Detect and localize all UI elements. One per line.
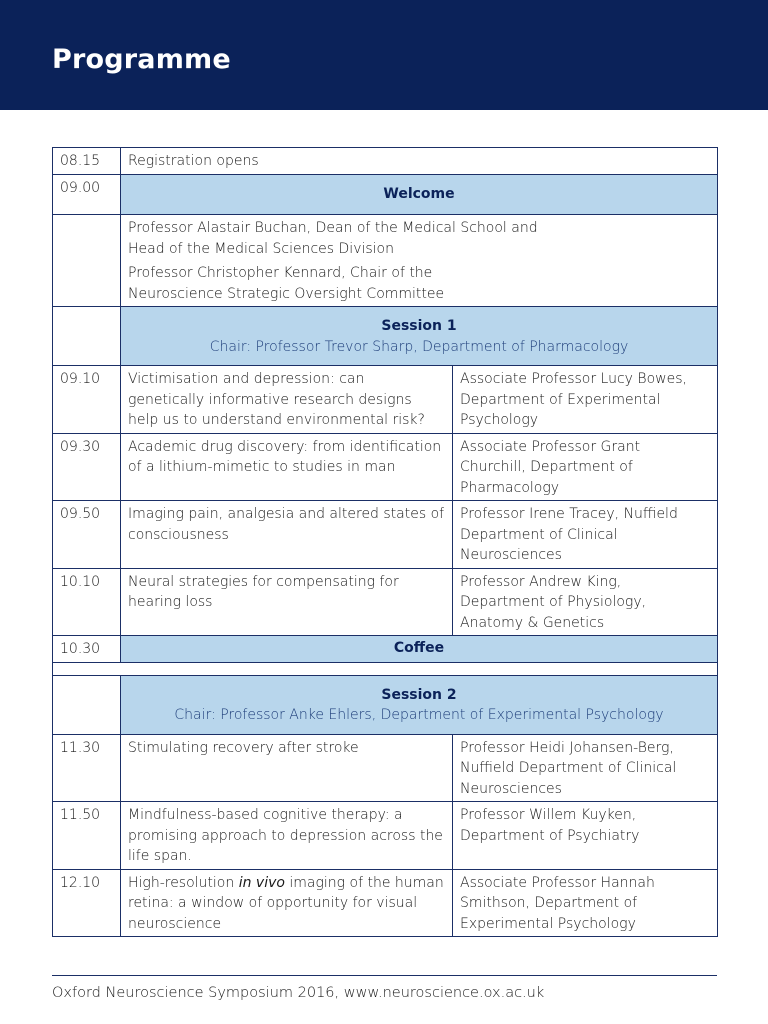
time-cell — [53, 307, 121, 366]
talk-title: Imaging pain, analgesia and altered states of consciousness — [121, 501, 453, 569]
talk-speaker: Associate Professor Grant Churchill, Department of Pharmacology — [453, 433, 718, 501]
welcome-speakers — [121, 215, 718, 307]
session-2-title: Session 2 — [381, 686, 457, 703]
time-cell: 09.30 — [53, 433, 121, 501]
time-cell: 11.30 — [53, 734, 121, 802]
time-cell — [53, 675, 121, 734]
welcome-band — [121, 174, 718, 215]
session-2-chair: Chair: Professor Anke Ehlers, Department of Experimental Psychology — [174, 707, 664, 723]
registration-label: Registration opens — [121, 148, 718, 175]
time-cell: 09.00 — [53, 174, 121, 215]
time-cell: 10.10 — [53, 568, 121, 636]
welcome-speaker: Professor Alastair Buchan, Dean of the Medical School and Head of the Medical Sciences Division — [128, 220, 538, 257]
session-1-title: Session 1 — [381, 318, 457, 334]
programme-table — [52, 147, 718, 937]
talk-speaker: Professor Irene Tracey, Nuffield Department of Clinical Neurosciences — [453, 501, 718, 569]
talk-speaker: Associate Professor Lucy Bowes, Department of Experimental Psychology — [453, 366, 718, 434]
table-row — [53, 675, 718, 734]
talk-title: Mindfulness-based cognitive therapy: a promising approach to depression across the life span. — [121, 802, 453, 870]
welcome-heading: Welcome — [383, 185, 455, 202]
footer-text: Oxford Neuroscience Symposium 2016, www.neuroscience.ox.ac.uk — [52, 985, 545, 1001]
time-cell — [53, 215, 121, 307]
time-cell: 10.30 — [53, 636, 121, 663]
time-cell: 08.15 — [53, 148, 121, 175]
talk-title-part: imaging of the human retina: a window of opportunity for visual neuroscience — [128, 874, 444, 932]
talk-title: Academic drug discovery: from identification of a lithium-mimetic to studies in man — [121, 433, 453, 501]
talk-title: Neural strategies for compensating for hearing loss — [121, 568, 453, 636]
header-banner — [0, 0, 768, 110]
table-row — [53, 366, 718, 434]
time-cell: 12.10 — [53, 869, 121, 937]
table-row-spacer — [53, 662, 718, 675]
talk-title — [121, 869, 453, 937]
coffee-label: Coffee — [393, 640, 445, 656]
table-row — [53, 148, 718, 175]
talk-speaker: Professor Willem Kuyken, Department of Psychiatry — [453, 802, 718, 870]
session-2-band — [121, 675, 718, 734]
table-row — [53, 215, 718, 307]
time-cell: 11.50 — [53, 802, 121, 870]
talk-title-part: High-resolution — [128, 874, 239, 891]
table-row — [53, 869, 718, 937]
footer-divider — [52, 975, 717, 976]
talk-speaker: Associate Professor Hannah Smithson, Department of Experimental Psychology — [453, 869, 718, 937]
page-title: Programme — [52, 44, 231, 75]
coffee-band — [121, 636, 718, 663]
table-row — [53, 636, 718, 663]
time-cell: 09.10 — [53, 366, 121, 434]
table-row — [53, 568, 718, 636]
table-row — [53, 734, 718, 802]
table-row — [53, 307, 718, 366]
talk-speaker: Professor Heidi Johansen-Berg, Nuffield Department of Clinical Neurosciences — [453, 734, 718, 802]
session-1-chair: Chair: Professor Trevor Sharp, Department of Pharmacology — [209, 338, 629, 355]
table-row — [53, 802, 718, 870]
talk-title: Stimulating recovery after stroke — [121, 734, 453, 802]
table-row — [53, 174, 718, 215]
talk-speaker: Professor Andrew King, Department of Physiology, Anatomy & Genetics — [453, 568, 718, 636]
session-1-band — [121, 307, 718, 366]
talk-title: Victimisation and depression: can genetically informative research designs help us to understand environmental risk? — [121, 366, 453, 434]
table-row — [53, 501, 718, 569]
talk-title-italic: in vivo — [238, 874, 285, 891]
spacer-cell — [53, 662, 718, 675]
time-cell: 09.50 — [53, 501, 121, 569]
table-row — [53, 433, 718, 501]
welcome-speaker: Professor Christopher Kennard, Chair of the Neuroscience Strategic Oversight Committee — [128, 265, 445, 302]
